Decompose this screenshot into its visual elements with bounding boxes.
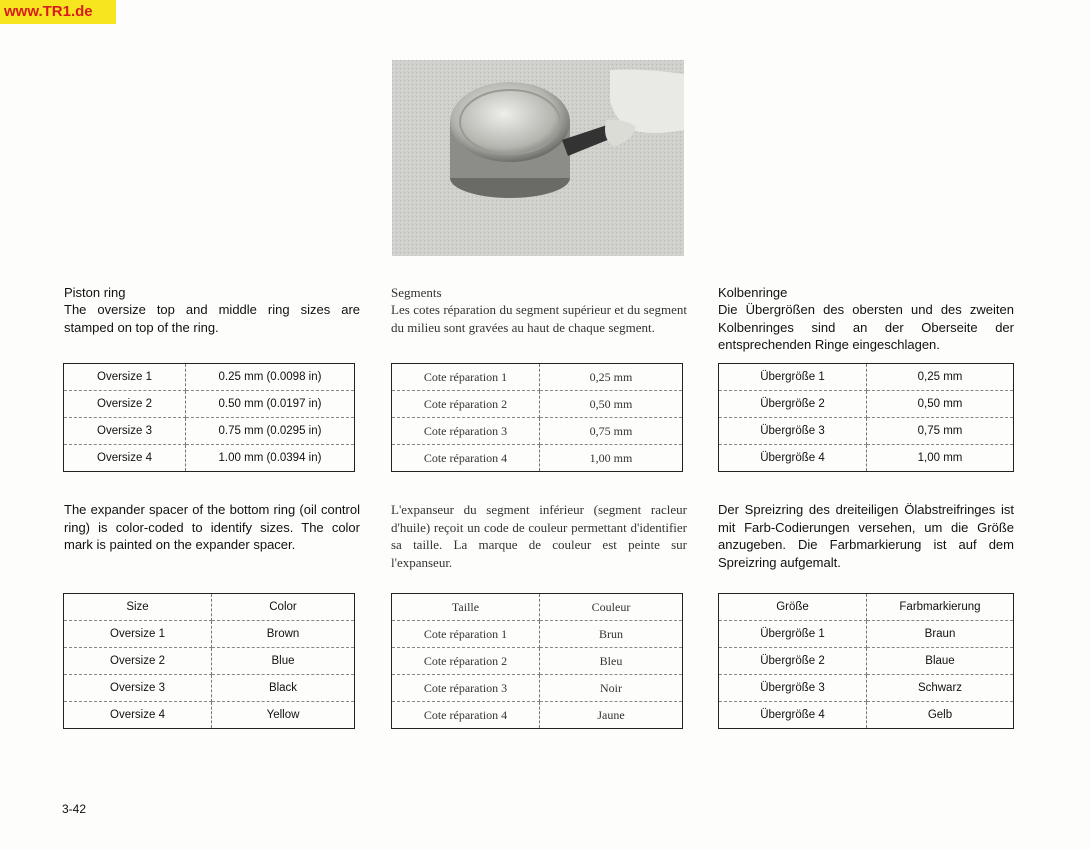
color-cell: Braun	[867, 621, 1014, 648]
size-cell: Cote réparation 3	[392, 418, 540, 445]
size-cell: Oversize 4	[64, 445, 186, 472]
table-row	[64, 702, 355, 729]
site-watermark[interactable]: www.TR1.de	[0, 0, 116, 24]
table-row	[392, 364, 683, 391]
value-cell: 0,25 mm	[540, 364, 683, 391]
color-cell: Blaue	[867, 648, 1014, 675]
table-row	[392, 391, 683, 418]
color-cell: Schwarz	[867, 675, 1014, 702]
size-cell: Cote réparation 4	[392, 702, 540, 729]
header-cell: Size	[64, 594, 212, 621]
english-paragraph-2: The expander spacer of the bottom ring (oil control ring) is color-coded to identify sizes. The color mark is painted on the expander spacer.	[64, 502, 360, 552]
table-row	[719, 391, 1014, 418]
value-cell: 0,50 mm	[867, 391, 1014, 418]
size-cell: Übergröße 3	[719, 418, 867, 445]
table-row	[64, 364, 355, 391]
color-cell: Jaune	[597, 707, 625, 722]
table-row	[64, 445, 355, 472]
piston-photo-illustration	[392, 60, 684, 256]
table-row	[392, 445, 683, 472]
german-column	[718, 284, 1014, 354]
size-cell: Cote réparation 2	[392, 391, 540, 418]
table-row	[719, 418, 1014, 445]
size-cell: Cote réparation 3	[392, 675, 540, 702]
value-cell: 1,00 mm	[589, 450, 633, 465]
size-cell: Oversize 3	[64, 418, 186, 445]
french-oversize-table	[391, 363, 683, 472]
german-heading: Kolbenringe	[718, 285, 788, 300]
value-cell: 0,75 mm	[867, 418, 1014, 445]
french-paragraph-2: L'expanseur du segment inférieur (segment racleur d'huile) reçoit un code de couleur permettant d'identifier sa taille. La marque de couleur est peinte sur l'expanseur.	[391, 502, 687, 570]
table-row	[719, 445, 1014, 472]
value-cell: 0,75 mm	[540, 418, 683, 445]
french-column	[391, 284, 687, 336]
french-color-table	[391, 593, 683, 729]
color-cell: Brown	[212, 621, 355, 648]
size-cell: Cote réparation 4	[392, 445, 540, 472]
color-cell: Black	[212, 675, 355, 702]
size-cell: Cote réparation 1	[392, 621, 540, 648]
color-cell: Brun	[540, 621, 683, 648]
table-row	[719, 648, 1014, 675]
table-row	[719, 621, 1014, 648]
size-cell: Oversize 1	[64, 621, 212, 648]
english-column	[64, 284, 360, 336]
size-cell: Oversize 3	[64, 675, 212, 702]
german-paragraph-1: Die Übergrößen des obersten und des zweiten Kolbenringes sind an der Oberseite der entsprechenden Ringe eingeschlagen.	[718, 302, 1014, 352]
table-row	[392, 418, 683, 445]
french-column-lower	[391, 501, 687, 571]
table-row	[64, 675, 355, 702]
size-cell: Übergröße 3	[719, 675, 867, 702]
french-paragraph-1: Les cotes réparation du segment supérieur et du segment du milieu sont gravées au haut de chaque segment.	[391, 302, 687, 335]
table-row	[719, 675, 1014, 702]
header-cell: Taille	[392, 594, 540, 621]
table-row	[64, 621, 355, 648]
header-cell: Farbmarkierung	[867, 594, 1014, 621]
value-cell: 0.50 mm (0.0197 in)	[186, 391, 355, 418]
german-paragraph-2: Der Spreizring des dreiteiligen Ölabstreifringes ist mit Farb-Codierungen versehen, um die Größe anzugeben. Die Farbmarkierung ist auf dem Spreizring aufgemalt.	[718, 502, 1014, 570]
header-cell: Couleur	[540, 594, 683, 621]
table-row	[64, 391, 355, 418]
table-header-row	[64, 594, 355, 621]
value-cell: 0.25 mm (0.0098 in)	[186, 364, 355, 391]
value-cell: 1.00 mm (0.0394 in)	[218, 452, 322, 464]
size-cell: Übergröße 1	[719, 364, 867, 391]
table-header-row	[392, 594, 683, 621]
value-cell: 1,00 mm	[917, 452, 963, 464]
piston-ring-photo	[392, 60, 684, 256]
color-cell: Bleu	[540, 648, 683, 675]
french-heading: Segments	[391, 285, 442, 300]
table-row	[392, 648, 683, 675]
header-cell: Größe	[719, 594, 867, 621]
size-cell: Oversize 2	[64, 391, 186, 418]
german-color-table	[718, 593, 1014, 729]
table-row	[64, 648, 355, 675]
size-cell: Oversize 1	[64, 364, 186, 391]
table-row	[719, 364, 1014, 391]
size-cell: Übergröße 2	[719, 648, 867, 675]
english-oversize-table	[63, 363, 355, 472]
size-cell: Übergröße 1	[719, 621, 867, 648]
english-heading: Piston ring	[64, 285, 126, 300]
table-row	[719, 702, 1014, 729]
header-cell: Color	[212, 594, 355, 621]
color-cell: Gelb	[927, 709, 953, 721]
value-cell: 0,25 mm	[867, 364, 1014, 391]
table-row	[392, 675, 683, 702]
english-color-table	[63, 593, 355, 729]
table-row	[64, 418, 355, 445]
table-header-row	[719, 594, 1014, 621]
german-oversize-table	[718, 363, 1014, 472]
size-cell: Übergröße 4	[719, 702, 867, 729]
table-row	[392, 702, 683, 729]
size-cell: Übergröße 4	[719, 445, 867, 472]
size-cell: Cote réparation 2	[392, 648, 540, 675]
size-cell: Oversize 2	[64, 648, 212, 675]
german-column-lower	[718, 501, 1014, 571]
size-cell: Oversize 4	[64, 702, 212, 729]
english-paragraph-1: The oversize top and middle ring sizes are stamped on top of the ring.	[64, 302, 360, 335]
color-cell: Blue	[212, 648, 355, 675]
size-cell: Cote réparation 1	[392, 364, 540, 391]
value-cell: 0.75 mm (0.0295 in)	[186, 418, 355, 445]
value-cell: 0,50 mm	[540, 391, 683, 418]
size-cell: Übergröße 2	[719, 391, 867, 418]
color-cell: Yellow	[266, 709, 300, 721]
page-number: 3-42	[62, 802, 87, 816]
table-row	[392, 621, 683, 648]
english-column-lower	[64, 501, 360, 554]
color-cell: Noir	[540, 675, 683, 702]
